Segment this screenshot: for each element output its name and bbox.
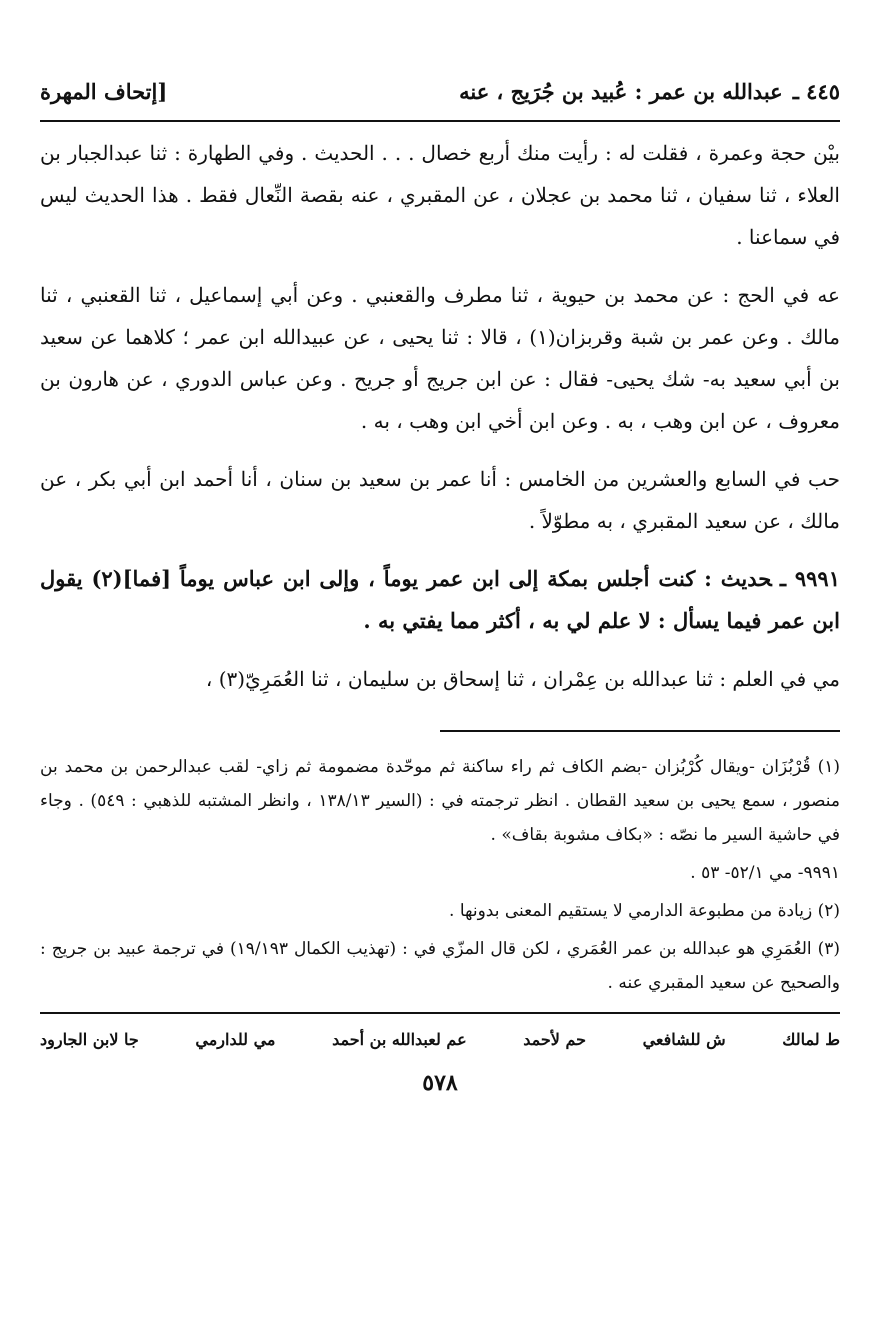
book-page — [40, 72, 840, 1096]
abbrev-darimi: مي للدارمي — [195, 1030, 276, 1049]
chapter-title: عبدالله بن عمر : عُبيد بن جُرَيج ، عنه — [459, 79, 783, 104]
footnote-1: (١) قُرْبُزَان -ويقال كُرْبُزان -بضم الكاف ثم راء ساكنة ثم موحّدة مضمومة ثم زاي- لقب عبدالرحمن بن محمد بن منصور ، سمع يحيى بن سعيد القطان . انظر ترجمته في : (السير ١٣٨/١٣ ، وانظر المشتبه للذهبي : ٥٤٩) . وجاء في حاشية السير ما نصّه : «بكاف مشوبة بقاف» . — [40, 757, 840, 845]
paragraph-4: مي في العلم : ثنا عبدالله بن عِمْران ، ثنا إسحاق بن سليمان ، ثنا العُمَرِيّ(٣) ، — [205, 667, 840, 691]
abbreviations-divider — [40, 1012, 840, 1014]
abbrev-ahmad: حم لأحمد — [523, 1030, 586, 1049]
running-header — [40, 72, 840, 112]
paragraph-1: بيْن حجة وعمرة ، فقلت له : رأيت منك أربع خصال . . . الحديث . وفي الطهارة : ثنا عبدالجبار بن العلاء ، ثنا سفيان ، ثنا محمد بن عجلان ، عن المقبري ، عنه بقصة النِّعال فقط . هذا الحديث ليس في سماعنا . — [40, 141, 840, 249]
abbrev-shafii: ش للشافعي — [642, 1030, 726, 1049]
hadith-entry — [40, 558, 840, 642]
footnote-2: (٢) زيادة من مطبوعة الدارمي لا يستقيم المعنى بدونها . — [449, 901, 840, 921]
footnote-ref: ٩٩٩١- مي ٥٢/١- ٥٣ . — [690, 863, 840, 883]
footnote-divider — [440, 730, 840, 732]
abbrev-jarud: جا لابن الجارود — [40, 1030, 139, 1049]
header-title-group — [459, 72, 840, 112]
page-number: ٥٧٨ — [422, 1070, 458, 1096]
abbreviations-key — [40, 1026, 840, 1054]
footnote-3: (٣) العُمَرِي هو عبدالله بن عمر العُمَري ، لكن قال المزّي في : (تهذيب الكمال ١٩/١٩٣) في ترجمة عبيد بن جريج : والصحيح عن سعيد المقبري عنه . — [40, 939, 840, 993]
abbrev-malik: ط لمالك — [782, 1030, 840, 1049]
chapter-number: ٤٤٥ ـ — [792, 79, 840, 104]
hadith-text: حديث : كنت أجلس بمكة إلى ابن عمر يوماً ، وإلى ابن عباس يوماً [فما](٢) يقول ابن عمر فيما يسأل : لا علم لي به ، أكثر مما يفتي به . — [40, 566, 840, 633]
abbrev-abdullah: عم لعبدالله بن أحمد — [332, 1030, 467, 1049]
paragraph-3: حب في السابع والعشرين من الخامس : أنا عمر بن سعيد بن سنان ، أنا أحمد ابن أبي بكر ، عن مالك ، عن سعيد المقبري ، به مطوّلاً . — [40, 467, 840, 533]
header-divider — [40, 120, 840, 122]
book-title: [إتحاف المهرة — [40, 79, 168, 104]
hadith-number: ٩٩٩١ ـ — [779, 566, 840, 591]
paragraph-2: عه في الحج : عن محمد بن حيوية ، ثنا مطرف والقعنبي . وعن أبي إسماعيل ، ثنا القعنبي ، ثنا مالك . وعن عمر بن شبة وقربزان(١) ، قالا : ثنا يحيى ، عن عبيدالله ابن عمر ؛ كلاهما عن سعيد بن أبي سعيد به- شك يحيى- فقال : عن ابن جريج أو جريح . وعن عباس الدوري ، عن هارون بن معروف ، عن ابن وهب ، به . وعن ابن أخي ابن وهب ، به . — [40, 283, 840, 433]
